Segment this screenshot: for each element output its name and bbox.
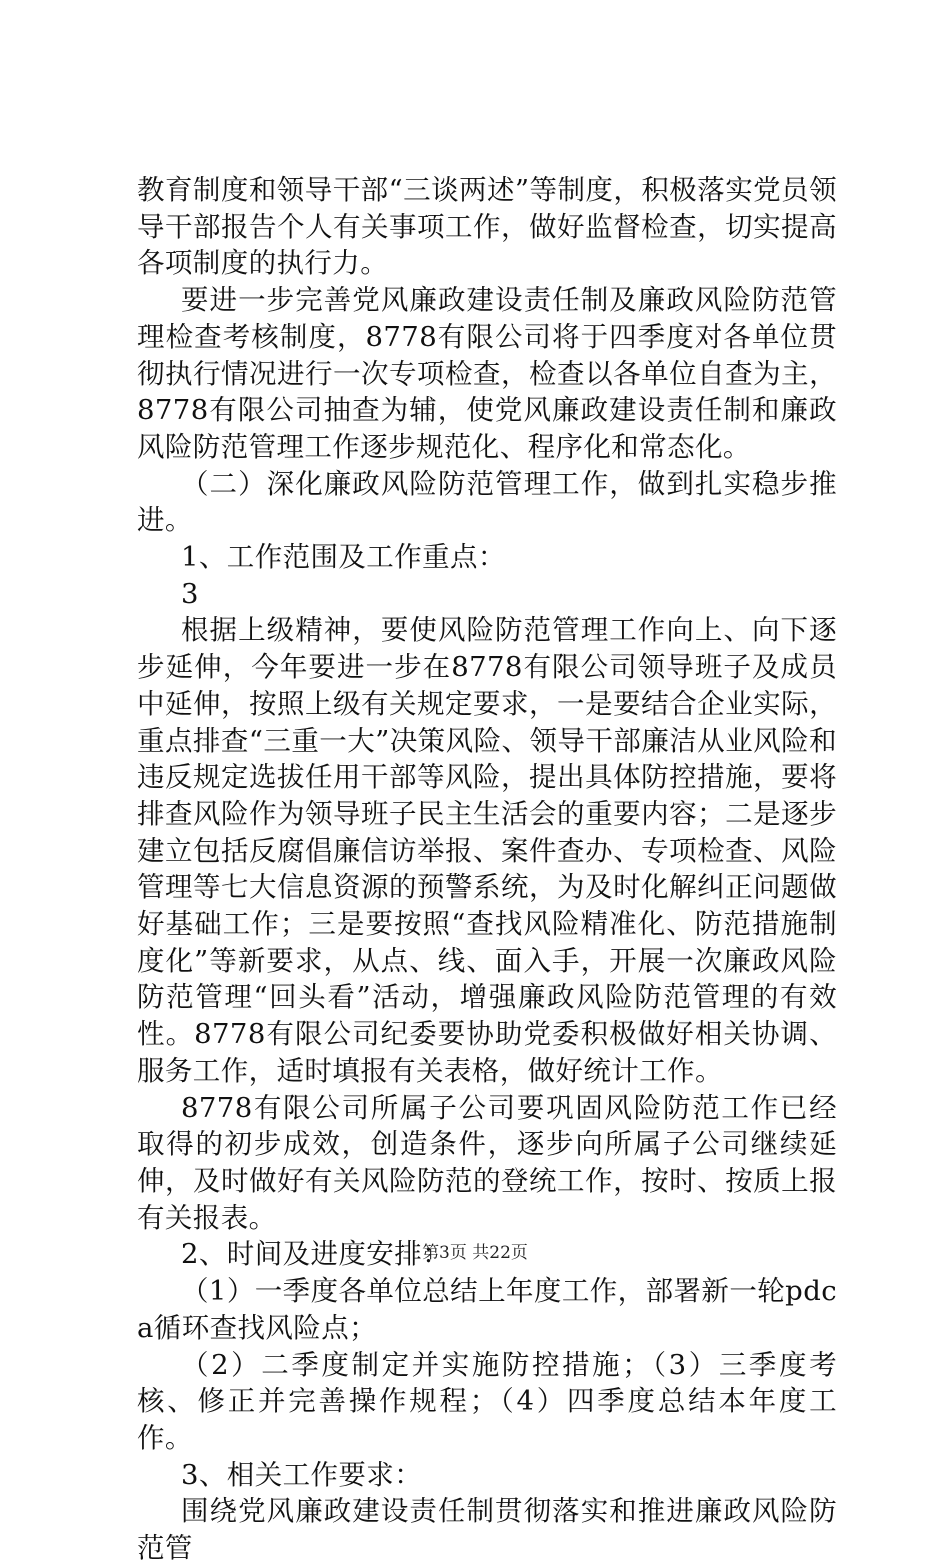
page-number-footer: 第3页 共22页 <box>422 1243 528 1263</box>
paragraph-continuation: 教育制度和领导干部“三谈两述”等制度，积极落实党员领导干部报告个人有关事项工作，做好监督检查，切实提高各项制度的执行力。 <box>137 174 837 280</box>
section-heading: （二）深化廉政风险防范管理工作，做到扎实稳步推进。 <box>137 467 837 537</box>
subheading-schedule: 2、时间及进度安排： <box>181 1238 450 1271</box>
subheading-requirements: 3、相关工作要求： <box>181 1458 423 1491</box>
paragraph-risk-extension: 根据上级精神，要使风险防范管理工作向上、向下逐步延伸，今年要进一步在8778有限公司领导班子及成员中延伸，按照上级有关规定要求，一是要结合企业实际，重点排查“三重一大”决策风险、领导干部廉洁从业风险和违反规定选拔任用干部等风险，提出具体防控措施，要将排查风险作为领导班子民主生活会的重要内容；二是逐步建立包括反腐倡廉信访举报、案件查办、专项检查、风险管理等七大信息资源的预警系统，为及时化解纠正问题做好基础工作；三是要按照“查找风险精准化、防范措施制度化”等新要求，从点、线、面入手，开展一次廉政风险防范管理“回头看”活动，增强廉政风险防范管理的有效性。8778有限公司纪委要协助党委积极做好相关协调、服务工作，适时填报有关表格，做好统计工作。 <box>137 614 837 1087</box>
subheading-scope: 1、工作范围及工作重点： <box>181 541 506 574</box>
stray-number: 3 <box>181 577 199 610</box>
paragraph-subsidiaries: 8778有限公司所属子公司要巩固风险防范工作已经取得的初步成效，创造条件，逐步向所属子公司继续延伸，及时做好有关风险防范的登统工作，按时、按质上报有关报表。 <box>137 1091 837 1234</box>
paragraph-inspection: 要进一步完善党风廉政建设责任制及廉政风险防范管理检查考核制度，8778有限公司将于四季度对各单位贯彻执行情况进行一次专项检查，检查以各单位自查为主，8778有限公司抽查为辅，使党风廉政建设责任制和廉政风险防范管理工作逐步规范化、程序化和常态化。 <box>137 284 837 463</box>
schedule-items-2-4: （2）二季度制定并实施防控措施；（3）三季度考核、修正并完善操作规程；（4）四季度总结本年度工作。 <box>137 1348 837 1454</box>
paragraph-requirements: 围绕党风廉政建设责任制贯彻落实和推进廉政风险防范管 <box>137 1495 837 1565</box>
schedule-item-1: （1）一季度各单位总结上年度工作，部署新一轮pdca循环查找风险点； <box>137 1275 837 1344</box>
document-body <box>137 172 837 1567</box>
